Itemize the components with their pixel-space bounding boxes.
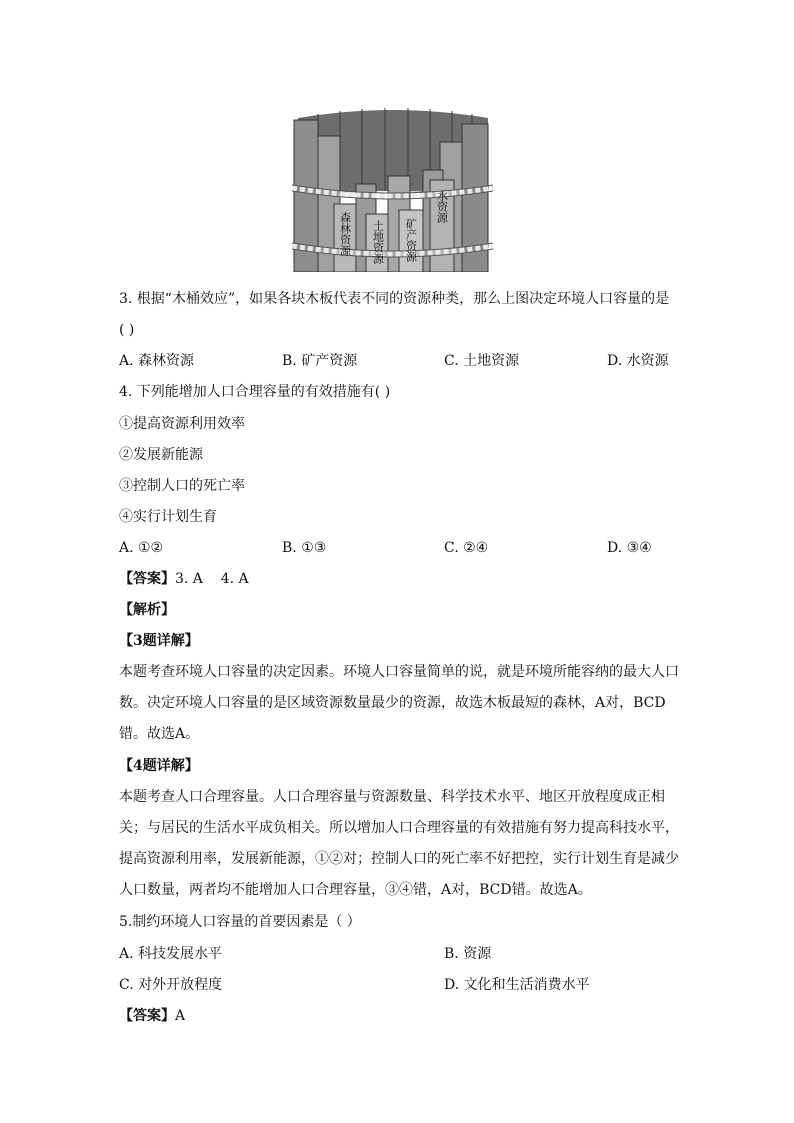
q4-item-1: ①提高资源利用效率 [119, 416, 245, 432]
answer2-text: A [175, 1008, 186, 1024]
q5-option-a[interactable]: A. 科技发展水平 [119, 946, 223, 962]
detail4-tag: 【4题详解】 [119, 758, 199, 774]
q4-item-2: ②发展新能源 [119, 447, 203, 463]
answer-text: 3. A 4. A [175, 571, 249, 587]
label-mineral: 矿产资源 [404, 218, 418, 262]
answer-tag: 【答案】 [119, 571, 175, 587]
q5-option-c[interactable]: C. 对外开放程度 [119, 977, 223, 993]
label-forest: 森林资源 [338, 212, 352, 256]
detail4-text: 本题考查人口合理容量。人口合理容量与资源数量、科学技术水平、地区开放程度成正相关；与居民的生活水平成负相关。所以增加人口合理容量的有效措施有努力提高科技水平，提高资源利用率，发展新能源，①②对；控制人口的死亡率不好把控，实行计划生育是减少人口数量，两者均不能增加人口合理容量，③④错，A对，BCD错。故选A。 [119, 789, 679, 898]
q3-option-d[interactable]: D. 水资源 [607, 353, 669, 369]
answer-row-2 [119, 1006, 185, 1026]
q4-option-a[interactable]: A. ①② [119, 540, 164, 556]
q3-paren: ( ) [119, 322, 135, 338]
q3-option-c[interactable]: C. 土地资源 [444, 353, 520, 369]
answer2-tag: 【答案】 [119, 1008, 175, 1024]
q4-item-3: ③控制人口的死亡率 [119, 478, 245, 494]
q4-item-4: ④实行计划生育 [119, 509, 217, 525]
q4-option-b[interactable]: B. ①③ [282, 540, 327, 556]
q5-stem: 5.制约环境人口容量的首要因素是（ ） [119, 914, 361, 930]
q5-option-d[interactable]: D. 文化和生活消费水平 [444, 977, 590, 993]
q4-option-d[interactable]: D. ③④ [607, 540, 652, 556]
label-water: 水资源 [435, 190, 449, 223]
q4-option-c[interactable]: C. ②④ [444, 540, 489, 556]
q3-option-b[interactable]: B. 矿产资源 [282, 353, 358, 369]
analysis-tag: 【解析】 [119, 602, 175, 618]
q3-stem: 3. 根据“木桶效应”，如果各块木板代表不同的资源种类，那么上图决定环境人口容量的是 [119, 291, 670, 307]
q4-stem: 4. 下列能增加人口合理容量的有效措施有( ) [119, 384, 391, 400]
answer-row-1 [119, 569, 249, 589]
label-land: 土地资源 [371, 220, 385, 264]
detail3-text: 本题考查环境人口容量的决定因素。环境人口容量简单的说，就是环境所能容纳的最大人口数。决定环境人口容量的是区域资源数量最少的资源，故选木板最短的森林，A对，BCD错。故选A。 [119, 664, 679, 742]
q5-option-b[interactable]: B. 资源 [444, 946, 492, 962]
wooden-bucket-figure [290, 106, 495, 272]
q3-option-a[interactable]: A. 森林资源 [119, 353, 195, 369]
detail3-tag: 【3题详解】 [119, 633, 199, 649]
